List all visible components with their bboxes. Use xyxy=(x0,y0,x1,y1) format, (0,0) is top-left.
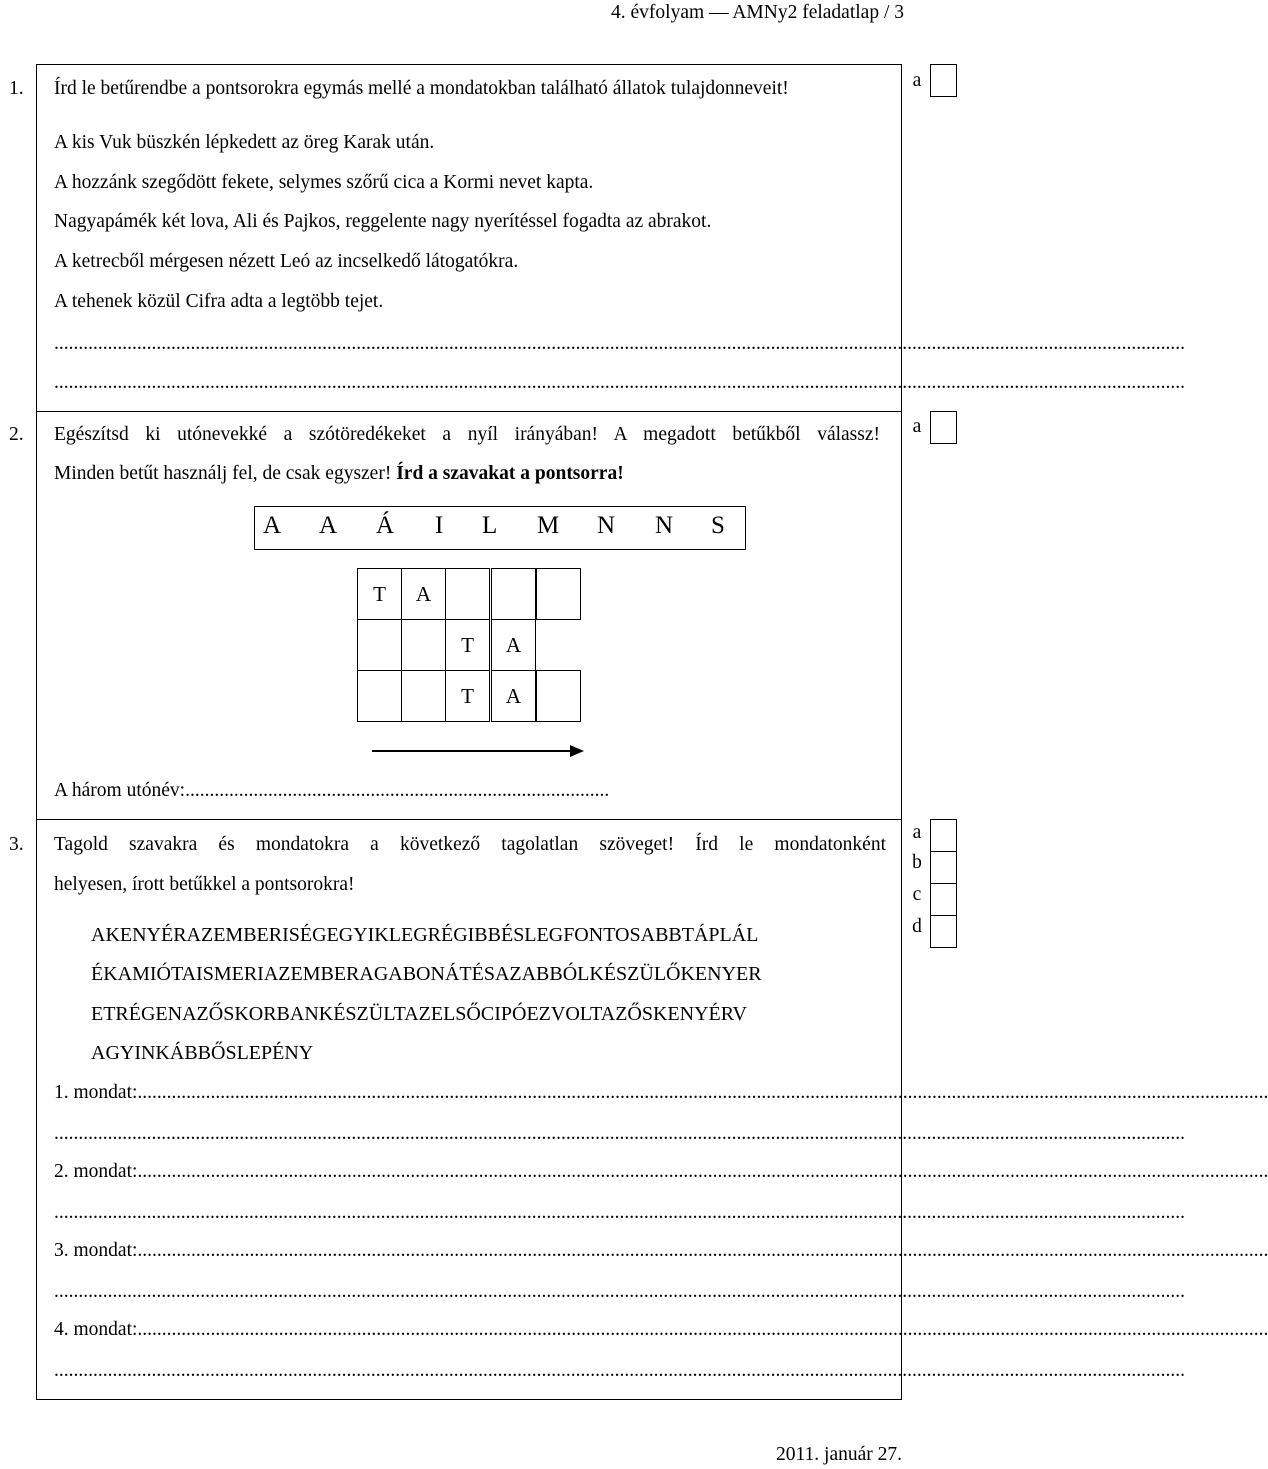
letters-box xyxy=(254,506,746,550)
grid-cell[interactable] xyxy=(401,670,446,722)
task3-text-line: AGYINKÁBBŐSLEPÉNY xyxy=(91,1042,314,1064)
letter: I xyxy=(435,512,444,539)
answer-dotted-line[interactable]: ........................................................................................................................................................................................................................................ xyxy=(54,1123,1185,1144)
sentence-label: 4. mondat: xyxy=(54,1319,138,1340)
grid-cell[interactable] xyxy=(536,568,581,620)
letter: L xyxy=(482,512,498,539)
arrow-right-icon xyxy=(370,741,586,761)
page-header: 4. évfolyam — AMNy2 feladatlap / 3 xyxy=(611,2,904,23)
grid-cell: A xyxy=(491,670,536,722)
grid-cell: A xyxy=(491,619,536,671)
task3-number: 3. xyxy=(9,834,24,855)
score-label: a xyxy=(912,822,922,843)
answer-dotted-line[interactable]: ........................................................................................................................................................................................................................................ xyxy=(54,333,1185,354)
letter: M xyxy=(537,512,560,539)
grid-cell[interactable] xyxy=(401,619,446,671)
grid-cell: A xyxy=(401,568,446,620)
grid-cell[interactable] xyxy=(357,670,402,722)
letter: A xyxy=(319,512,338,539)
task1-instruction: Írd le betűrendbe a pontsorokra egymás mellé a mondatokban található állatok tulajdonneveit! xyxy=(54,78,789,99)
task1-sentence: A tehenek közül Cifra adta a legtöbb tejet. xyxy=(54,291,384,312)
grid-cell[interactable] xyxy=(445,568,490,620)
sentence-label: 1. mondat: xyxy=(54,1082,138,1103)
task-divider xyxy=(36,819,902,820)
score-box[interactable] xyxy=(930,915,957,948)
grid-cell: T xyxy=(445,670,490,722)
sentence-label: 3. mondat: xyxy=(54,1240,138,1261)
sentence-1-line[interactable]: 1. mondat:........................................................................................................................................................................................................................................ xyxy=(54,1082,1268,1103)
task3-text-line: AKENYÉRAZEMBERISÉGEGYIKLEGRÉGIBBÉSLEGFONTOSABBTÁPLÁL xyxy=(91,924,759,946)
task1-sentence: Nagyapámék két lova, Ali és Pajkos, reggelente nagy nyerítéssel fogadta az abrakot. xyxy=(54,211,712,232)
score-box[interactable] xyxy=(930,851,957,884)
score-label: b xyxy=(912,852,922,873)
sentence-3-line[interactable]: 3. mondat:........................................................................................................................................................................................................................................ xyxy=(54,1240,1268,1261)
score-label: a xyxy=(912,70,922,91)
task2-instruction-line1: Egészítsd ki utónevekké a szótöredékeket a nyíl irányában! A megadott betűkből válassz! xyxy=(54,424,880,445)
grid-cell[interactable] xyxy=(491,568,536,620)
answer-dotted-line[interactable]: ........................................................................................................................................................................................................................................ xyxy=(54,1202,1185,1223)
task2-instruction-normal: Minden betűt használj fel, de csak egyszer! xyxy=(54,463,392,484)
task1-sentence: A kis Vuk büszkén lépkedett az öreg Karak után. xyxy=(54,132,435,153)
sentence-4-line[interactable]: 4. mondat:........................................................................................................................................................................................................................................ xyxy=(54,1319,1268,1340)
answer-dotted-line[interactable]: ........................................................................................................................................................................................................................................ xyxy=(54,372,1185,393)
score-box[interactable] xyxy=(930,883,957,916)
answer-dotted-line[interactable]: ........................................................................................................................................................................................................................................ xyxy=(54,1360,1185,1381)
task-divider xyxy=(36,411,902,412)
task2-number: 2. xyxy=(9,424,24,445)
score-label: c xyxy=(912,884,922,905)
task1-sentence: A ketrecből mérgesen nézett Leó az incselkedő látogatókra. xyxy=(54,251,519,272)
task2-instruction-bold: Írd a szavakat a pontsorra! xyxy=(396,463,624,484)
task1-sentence: A hozzánk szegődött fekete, selymes szőrű cica a Kormi nevet kapta. xyxy=(54,172,594,193)
task2-answer-label: A három utónév: xyxy=(54,780,186,801)
grid-cell[interactable] xyxy=(536,670,581,722)
grid-cell: T xyxy=(357,568,402,620)
footer-date: 2011. január 27. xyxy=(776,1444,902,1465)
score-label: d xyxy=(912,916,922,937)
task3-instruction-line1: Tagold szavakra és mondatokra a következő tagolatlan szöveget! Írd le mondatonként xyxy=(54,834,886,855)
task2-answer-line[interactable]: A három utónév:....................................................................................... xyxy=(54,780,610,801)
task3-text-line: ÉKAMIÓTAISMERIAZEMBERAGABONÁTÉSAZABBÓLKÉSZÜLŐKENYER xyxy=(91,963,762,985)
answer-dotted-line[interactable]: ........................................................................................................................................................................................................................................ xyxy=(54,1281,1185,1302)
sentence-label: 2. mondat: xyxy=(54,1161,138,1182)
task2-instruction-line2 xyxy=(54,463,624,485)
score-box[interactable] xyxy=(930,411,957,444)
task3-text-line: ETRÉGENAZŐSKORBANKÉSZÜLTAZELSŐCIPÓEZVOLTAZŐSKENYÉRV xyxy=(91,1003,747,1025)
task3-instruction-line2: helyesen, írott betűkkel a pontsorokra! xyxy=(54,874,355,895)
score-label: a xyxy=(912,416,922,437)
task1-number: 1. xyxy=(9,78,24,99)
letter: Á xyxy=(376,512,395,539)
score-box[interactable] xyxy=(930,819,957,852)
score-box[interactable] xyxy=(930,64,957,97)
sentence-2-line[interactable]: 2. mondat:........................................................................................................................................................................................................................................ xyxy=(54,1161,1268,1182)
grid-cell: T xyxy=(445,619,490,671)
letter: N xyxy=(655,512,674,539)
letter: A xyxy=(263,512,282,539)
letter: S xyxy=(711,512,725,539)
grid-cell[interactable] xyxy=(357,619,402,671)
letter: N xyxy=(597,512,616,539)
